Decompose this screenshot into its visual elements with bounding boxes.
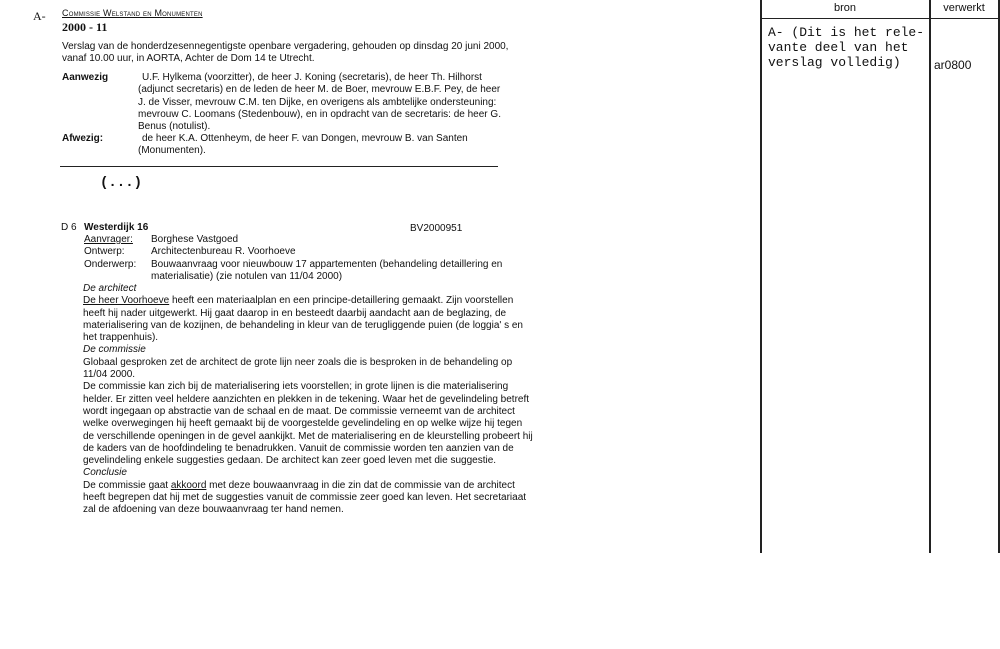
body-line: Globaal gesproken zet de architect de grote lijn neer zoals die is besproken in de behandeling op (83, 356, 513, 368)
meeting-number: 2000 - 11 (62, 20, 108, 34)
body-line: helder. Er zitten veel heldere aanzichten en plekken in de tekening. Waar het de gevelindeling betreft (83, 393, 530, 405)
present-label: Aanwezig (62, 72, 109, 83)
item-fields (84, 234, 502, 283)
intro-line: vanaf 10.00 uur, in AORTA, Achter de Dom 14 te Utrecht. (62, 53, 315, 65)
margin-mark: A- (33, 9, 46, 23)
field-label: Ontwerp: (84, 246, 125, 258)
item-code: D 6 (61, 222, 77, 233)
decision: akkoord (170, 479, 207, 491)
section-heading: De architect (83, 283, 137, 294)
body-line: heeft hij nader uitgewerkt. Hij gaat daarop in en besteedt daarbij aandacht aan de beglazing, de (83, 307, 507, 319)
source-line: vante deel van het (768, 40, 909, 55)
section-heading: De commissie (83, 344, 146, 356)
field-value: Architectenbureau R. Voorhoeve (151, 246, 296, 258)
present-line: J. de Visser, mevrouw C.M. ten Dijke, en overigens als ambtelijke ondersteuning: (138, 96, 497, 108)
field-value: Bouwaanvraag voor nieuwbouw 17 appartementen (behandeling detaillering en (151, 258, 503, 270)
body-line: de verschillende openingen in de gevel aankijkt. Met de materialisering en de kleurstelling probeert hij (83, 430, 533, 442)
present-line: mevrouw C. Loomans (Stedenbouw), en in opdracht van de secretaris: de heer G. (138, 108, 501, 120)
field-label: Onderwerp: (84, 258, 137, 270)
body-text: met deze bouwaanvraag in die zin dat de commissie van de architect (206, 479, 515, 491)
table-divider (929, 0, 931, 553)
body-line: welke overwegingen hij heeft gemaakt bij de voorgestelde gevelindeling en op welke wijze hij tegen (83, 418, 523, 430)
body-line: de kaders van de hoofdindeling te benadrukken. Vanuit de commissie worden ten aanzien van de (83, 442, 514, 454)
present-list (138, 72, 501, 133)
intro (62, 41, 508, 66)
source-line: verslag volledig) (768, 55, 901, 70)
absent-list (138, 133, 468, 158)
body-line: 11/04 2000. (83, 369, 136, 381)
table-border-left (760, 0, 762, 553)
divider (60, 166, 498, 167)
section-heading: Conclusie (83, 467, 127, 479)
present-line: Benus (notulist). (138, 121, 211, 133)
body-line: wordt ingegaan op abstractie van de schaal en de maat. De commissie verneemt van de architect (83, 405, 515, 417)
body-line: heeft een materiaalplan en een principe-detaillering gemaakt. Zijn voorstellen (169, 295, 514, 307)
body-text: De commissie gaat (83, 479, 171, 491)
column-header-bron: bron (833, 2, 857, 14)
body-line: materialisering van de kozijnen, de behandeling in kleur van de terugliggende puien (de loggia' s en (83, 319, 523, 331)
body-line: het trappenhuis). (83, 332, 159, 344)
body-line: De commissie kan zich bij de materialisering iets voorstellen; in grote lijnen is die materialisering (83, 381, 509, 393)
body-line: zal de afdoening van deze bouwaanvraag ter hand nemen. (83, 504, 344, 516)
field-value: Borghese Vastgoed (151, 234, 239, 245)
absent-line: de heer K.A. Ottenheym, de heer F. van Dongen, mevrouw B. van Santen (142, 133, 468, 144)
field-value: materialisatie) (zie notulen van 11/04 2000) (151, 270, 343, 282)
absent-line: (Monumenten). (138, 145, 206, 157)
architect-name: De heer Voorhoeve (83, 295, 170, 307)
table-border-right (998, 0, 1000, 553)
intro-line: Verslag van de honderdzesennegentigste openbare vergadering, gehouden op dinsdag 20 juni 2000, (62, 41, 509, 52)
ellipsis: (...) (100, 175, 143, 191)
item-title: Westerdijk 16 (84, 222, 149, 233)
absent-label: Afwezig: (62, 133, 104, 144)
item-body (83, 283, 533, 517)
present-line: U.F. Hylkema (voorzitter), de heer J. Koning (secretaris), de heer Th. Hilhorst (142, 72, 482, 83)
table-header-line (760, 18, 1000, 19)
source-note (768, 25, 924, 70)
present-line: (adjunct secretaris) en de leden de heer M. de Boer, mevrouw E.B.F. Pey, de heer (138, 84, 501, 96)
source-line: A- (Dit is het rele- (768, 25, 925, 40)
body-line: heeft begrepen dat hij met de suggesties vanuit de commissie zeer goed kan leven. Het secretariaat (83, 492, 527, 504)
organization-name: Commissie Welstand en Monumenten (62, 8, 203, 18)
processed-code: ar0800 (934, 58, 972, 72)
field-label: Aanvrager: (84, 234, 133, 245)
item-reference: BV2000951 (410, 223, 463, 234)
body-line: gevelindeling enkele suggesties gedaan. De architect kan zeer goed leven met die suggestie. (83, 455, 497, 467)
column-header-verwerkt: verwerkt (943, 2, 985, 14)
